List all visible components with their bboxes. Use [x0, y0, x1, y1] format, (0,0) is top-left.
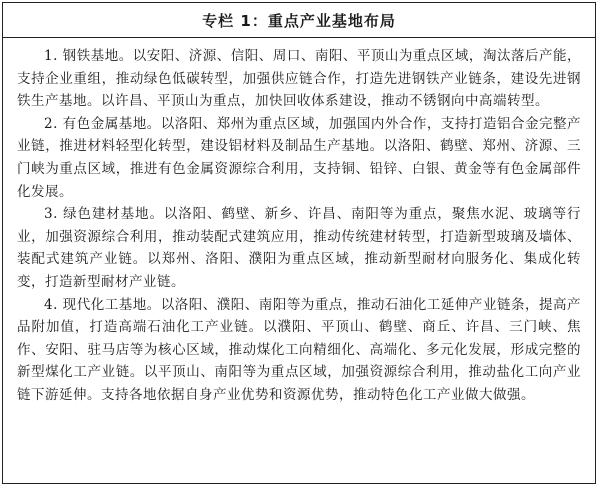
box-title: 专栏 1：重点产业基地布局 [3, 3, 595, 38]
paragraph-building-materials-base: 3. 绿色建材基地。以洛阳、鹤壁、新乡、许昌、南阳等为重点，聚焦水泥、玻璃等行业，加强资源综合利用，推动装配式建筑应用，推动传统建材转型，打造新型玻璃及墙体、装配式建筑产业链。以郑州、洛阳、濮阳为重点区域，推动新型耐材向服务化、集成化转变，打造新型耐材产业链。 [17, 206, 581, 290]
paragraph-steel-base: 1. 钢铁基地。以安阳、济源、信阳、周口、南阳、平顶山为重点区域，淘汰落后产能，支持企业重组，推动绿色低碳转型，加强供应链合作，打造先进钢铁产业链条，建设先进钢铁生产基地。以许昌、平顶山为重点，加快回收体系建设，推动不锈钢向中高端转型。 [17, 48, 581, 110]
paragraph-chemical-base: 4. 现代化工基地。以洛阳、濮阳、南阳等为重点，推动石油化工延伸产业链条，提高产品附加值，打造高端石油化工产业链。以濮阳、平顶山、鹤壁、商丘、许昌、三门峡、焦作、安阳、驻马店等为核心区域，推动煤化工向精细化、高端化、多元化发展，形成完整的新型煤化工产业链。以平顶山、南阳等为重点区域，加强资源综合利用，推动盐化工向产业链下游延伸。支持各地依据自身产业优势和资源优势，推动特色化工产业做大做强。 [17, 296, 581, 403]
feature-box [2, 2, 596, 484]
paragraph-nonferrous-base: 2. 有色金属基地。以洛阳、郑州为重点区域，加强国内外合作，支持打造铝合金完整产业链，推进材料轻型化转型，建设铝材料及制品生产基地。以洛阳、鹤壁、郑州、济源、三门峡为重点区域，推进有色金属资源综合利用，支持铜、铅锌、白银、黄金等有色金属部件化发展。 [17, 115, 581, 200]
box-content [3, 38, 595, 407]
